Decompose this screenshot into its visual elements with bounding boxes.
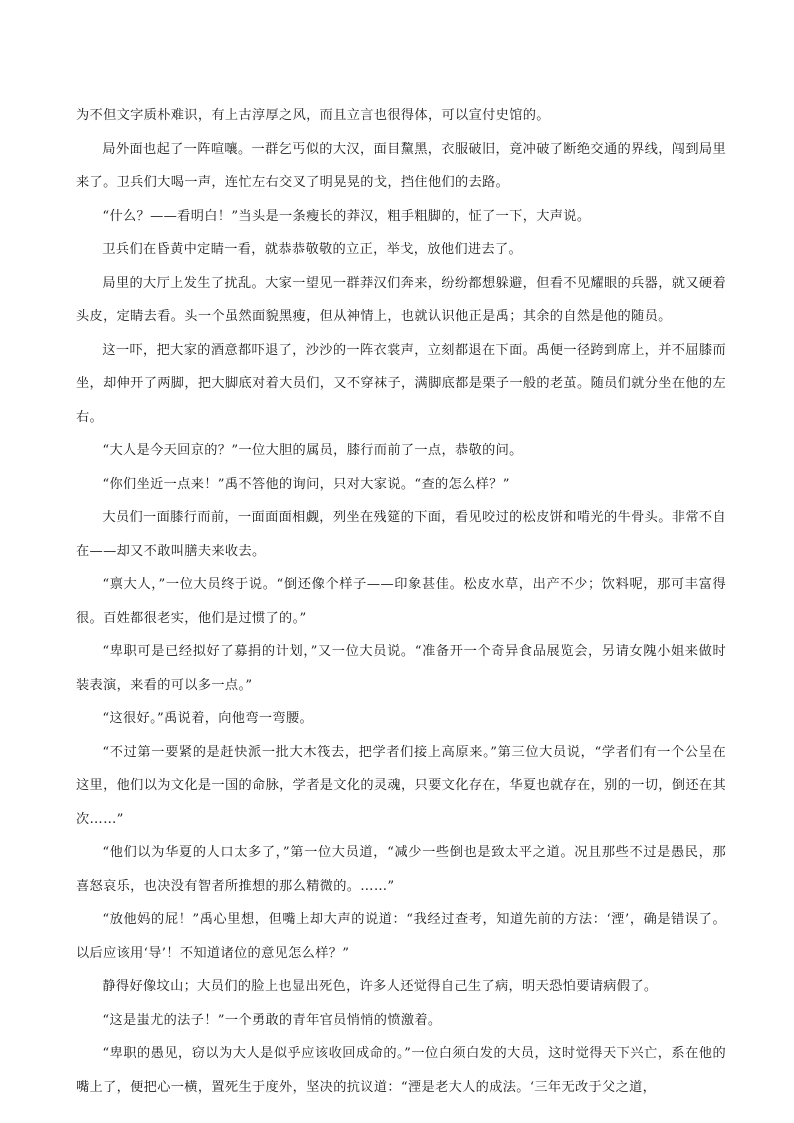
paragraph: “什么？——看明白！”当头是一条瘦长的莽汉，粗手粗脚的，怔了一下，大声说。 (102, 208, 591, 224)
paragraph: 局外面也起了一阵喧嚷。一群乞丐似的大汉，面目黧黑，衣服破旧，竟冲破了断绝交通的界线，闯到局里来了。卫兵们大喝一声，连忙左右交叉了明晃晃的戈，挡住他们的去路。 (76, 141, 726, 190)
paragraph: “卑职的愚见，窃以为大人是似乎应该收回成命的。”一位白须白发的大员，这时觉得天下兴亡，系在他的嘴上了，便把心一横，置死生于度外，坚决的抗议道：“湮是老大人的成法。‘三年无改于父之道， (76, 1046, 726, 1095)
document-body (76, 99, 726, 1104)
paragraph: “禀大人，”一位大员终于说。“倒还像个样子——印象甚佳。松皮水草，出产不少；饮料呢，那可丰富得很。百姓都很老实，他们是过惯了的。” (76, 577, 726, 626)
paragraph: 大员们一面膝行而前，一面面面相觑，列坐在残筵的下面，看见咬过的松皮饼和啃光的牛骨头。非常不自在——却又不敢叫膳夫来收去。 (76, 510, 726, 559)
paragraph: 局里的大厅上发生了扰乱。大家一望见一群莽汉们奔来，纷纷都想躲避，但看不见耀眼的兵器，就又硬着头皮，定睛去看。头一个虽然面貌黑瘦，但从神情上，也就认识他正是禹；其余的自然是他的随员。 (76, 275, 726, 324)
paragraph: 这一吓，把大家的酒意都吓退了，沙沙的一阵衣裳声，立刻都退在下面。禹便一径跨到席上，并不屈膝而坐，却伸开了两脚，把大脚底对着大员们，又不穿袜子，满脚底都是栗子一般的老茧。随员们就分坐在他的左右。 (76, 342, 726, 425)
paragraph: 为不但文字质朴难识，有上古淳厚之风，而且立言也很得体，可以宣付史馆的。 (76, 108, 550, 123)
paragraph: “这很好。”禹说着，向他弯一弯腰。 (102, 711, 314, 726)
paragraph: “卑职可是已经拟好了募捐的计划，”又一位大员说。“准备开一个奇异食品展览会，另请女隗小姐来做时装表演，来看的可以多一点。” (76, 644, 726, 693)
paragraph: 卫兵们在昏黄中定睛一看，就恭恭敬敬的立正，举戈，放他们进去了。 (102, 242, 523, 257)
paragraph: “放他妈的屁！”禹心里想，但嘴上却大声的说道：“我经过查考，知道先前的方法：‘湮’，确是错误了。以后应该用‘导’！不知道诸位的意见怎么样？” (76, 912, 726, 961)
paragraph: “他们以为华夏的人口太多了，”第一位大员道，“减少一些倒也是致太平之道。况且那些不过是愚民，那喜怒哀乐，也决没有智者所推想的那么精微的。……” (76, 845, 726, 894)
paragraph: “不过第一要紧的是赶快派一批大木筏去，把学者们接上高原来。”第三位大员说，“学者们有一个公呈在这里，他们以为文化是一国的命脉，学者是文化的灵魂，只要文化存在，华夏也就存在，别的一切，倒还在其次……” (76, 744, 726, 827)
paragraph: “你们坐近一点来！”禹不答他的询问，只对大家说。“查的怎么样？” (102, 476, 510, 492)
paragraph: “这是蚩尤的法子！”一个勇敢的青年官员悄悄的愤激着。 (102, 1012, 442, 1028)
paragraph: 静得好像坟山；大员们的脸上也显出死色，许多人还觉得自己生了病，明天恐怕要请病假了。 (102, 979, 658, 994)
paragraph: “大人是今天回京的？”一位大胆的属员，膝行而前了一点，恭敬的问。 (102, 443, 523, 458)
